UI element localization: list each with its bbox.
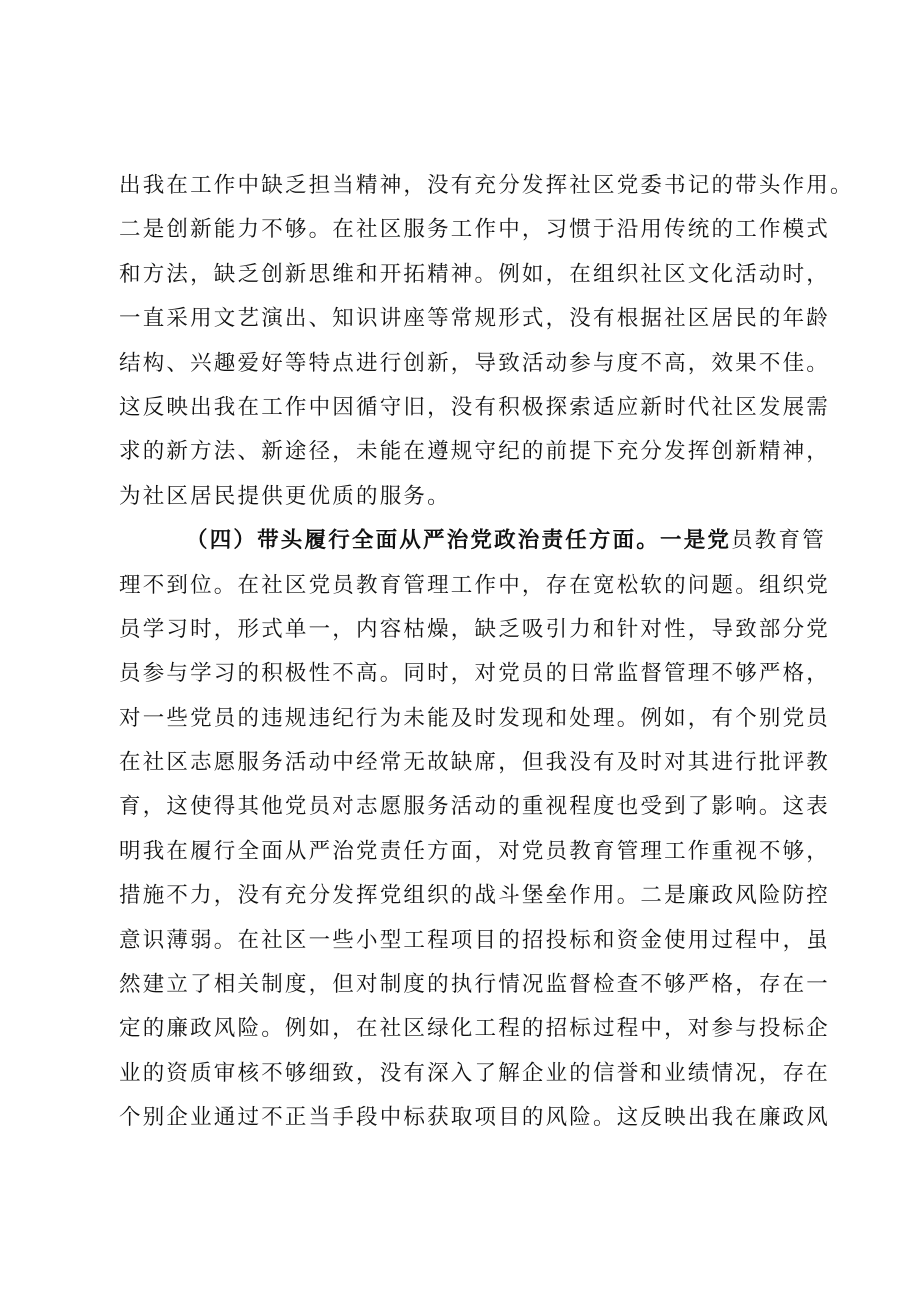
text-line: 理不到位。在社区党员教育管理工作中，存在宽松软的问题。组织党 — [119, 572, 831, 598]
text-line: 定的廉政风险。例如，在社区绿化工程的招标过程中，对参与投标企 — [119, 1016, 831, 1042]
text-line: 员学习时，形式单一，内容枯燥，缺乏吸引力和针对性，导致部分党 — [119, 616, 831, 642]
text-line: 业的资质审核不够细致，没有深入了解企业的信誉和业绩情况，存在 — [119, 1060, 831, 1086]
paragraph-1 — [119, 164, 854, 519]
text-line: 明我在履行全面从严治党责任方面，对党员教育管理工作重视不够， — [119, 838, 831, 864]
text-line: 然建立了相关制度，但对制度的执行情况监督检查不够严格，存在一 — [119, 972, 831, 998]
section-heading-line — [119, 519, 826, 563]
text-line: 个别企业通过不正当手段中标获取项目的风险。这反映出我在廉政风 — [119, 1105, 831, 1131]
text-line: 对一些党员的违规违纪行为未能及时发现和处理。例如，有个别党员 — [119, 705, 831, 731]
text-line: 为社区居民提供更优质的服务。 — [119, 483, 451, 509]
text-line: 出我在工作中缺乏担当精神，没有充分发挥社区党委书记的带头作用。 — [119, 173, 854, 198]
heading-line-rest: 员教育管 — [731, 528, 826, 554]
body-text — [119, 164, 854, 1141]
text-line: 结构、兴趣爱好等特点进行创新，导致活动参与度不高，效果不佳。 — [119, 350, 831, 376]
text-line: 育，这使得其他党员对志愿服务活动的重视程度也受到了影响。这表 — [119, 794, 831, 820]
paragraph-2 — [119, 519, 831, 1140]
section-heading: （四）带头履行全面从严治党政治责任方面。一是党 — [186, 528, 732, 554]
text-line: 这反映出我在工作中因循守旧，没有积极探索适应新时代社区发展需 — [119, 394, 831, 420]
text-line: 一直采用文艺演出、知识讲座等常规形式，没有根据社区居民的年龄 — [119, 306, 831, 332]
text-line: 求的新方法、新途径，未能在遵规守纪的前提下充分发挥创新精神， — [119, 439, 831, 465]
text-line: 措施不力，没有充分发挥党组织的战斗堡垒作用。二是廉政风险防控 — [119, 883, 831, 909]
text-line: 在社区志愿服务活动中经常无故缺席，但我没有及时对其进行批评教 — [119, 750, 831, 776]
text-line: 员参与学习的积极性不高。同时，对党员的日常监督管理不够严格， — [119, 661, 831, 687]
text-line: 和方法，缺乏创新思维和开拓精神。例如，在组织社区文化活动时， — [119, 261, 831, 287]
text-line: 二是创新能力不够。在社区服务工作中，习惯于沿用传统的工作模式 — [119, 217, 831, 243]
text-line: 意识薄弱。在社区一些小型工程项目的招投标和资金使用过程中，虽 — [119, 927, 831, 953]
